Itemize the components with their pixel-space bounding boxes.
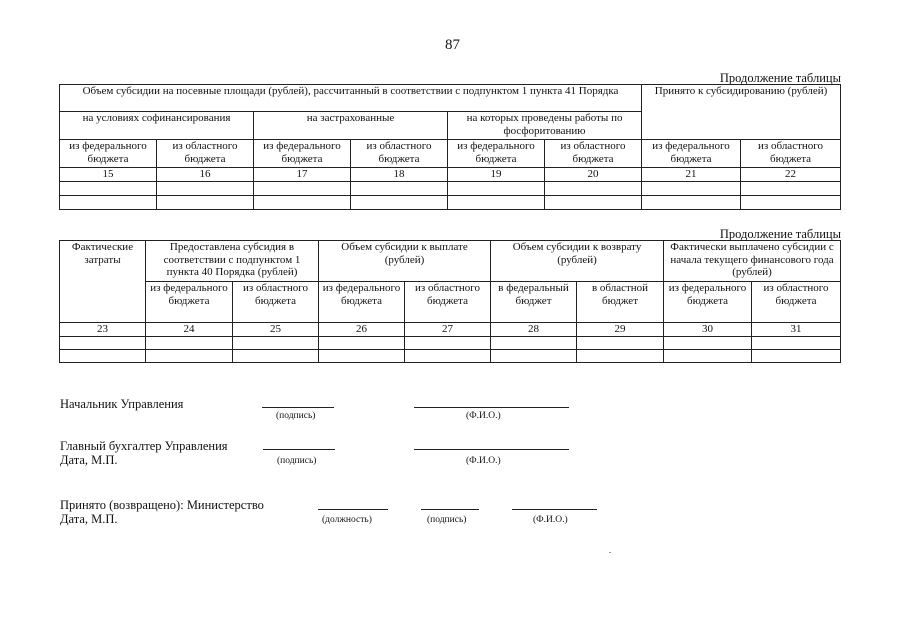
subheader-cell: из федерального бюджета [60,140,157,168]
column-number: 16 [157,168,254,182]
column-number: 21 [642,168,741,182]
header-subsidy-to-pay: Объем субсидии к выплате (рублей) [319,241,491,282]
table2-continuation-label: Продолжение таблицы [719,227,841,241]
header-accepted-for-subsidy: Принято к субсидированию (рублей) [642,85,841,140]
subheader-cell: в областной бюджет [577,282,664,323]
subheader-cell: из федерального бюджета [642,140,741,168]
subheader-cell: в федеральный бюджет [491,282,577,323]
header-phosphorite: на которых проведены работы по фосфоритованию [448,112,642,140]
ministry-position-line [318,509,388,510]
column-number: 26 [319,323,405,337]
column-number: 17 [254,168,351,182]
column-number: 18 [351,168,448,182]
subheader-cell: из федерального бюджета [664,282,752,323]
ministry-name-line [512,509,597,510]
chief-accountant-label: Главный бухгалтер Управления [60,439,228,453]
subheader-cell: из федерального бюджета [448,140,545,168]
head-name-caption: (Ф.И.О.) [466,411,501,421]
header-actually-paid: Фактически выплачено субсидии с начала текущего финансового года (рублей) [664,241,841,282]
head-signature-caption: (подпись) [276,411,316,421]
head-signature-line [262,407,334,408]
subheader-cell: из областного бюджета [405,282,491,323]
column-number: 15 [60,168,157,182]
subheader-cell: из федерального бюджета [254,140,351,168]
accountant-name-line [414,449,569,450]
column-number: 22 [741,168,841,182]
date-stamp-label: Дата, М.П. [60,453,118,467]
head-of-department-label: Начальник Управления [60,397,184,411]
column-number: 29 [577,323,664,337]
page-number: 87 [445,37,460,53]
column-number: 30 [664,323,752,337]
header-subsidy-volume: Объем субсидии на посевные площади (рублей), рассчитанный в соответствии с подпунктом 1 пункта 41 Порядка [60,85,642,112]
subheader-cell: из областного бюджета [351,140,448,168]
subheader-cell: из областного бюджета [545,140,642,168]
ministry-position-caption: (должность) [322,515,372,525]
ministry-signature-caption: (подпись) [427,515,467,525]
subheader-cell: из областного бюджета [741,140,841,168]
subheader-cell: из областного бюджета [157,140,254,168]
column-number: 25 [233,323,319,337]
header-subsidy-to-return: Объем субсидии к возврату (рублей) [491,241,664,282]
header-subsidy-provided: Предоставлена субсидия в соответствии с подпунктом 1 пункта 40 Порядка (рублей) [146,241,319,282]
table-row [60,182,841,196]
column-number: 20 [545,168,642,182]
table-row [60,196,841,210]
column-number: 19 [448,168,545,182]
table1-continuation-label: Продолжение таблицы [719,71,841,85]
subheader-cell: из областного бюджета [752,282,841,323]
table-row [60,336,841,349]
ministry-date-stamp-label: Дата, М.П. [60,512,118,526]
table-row [60,349,841,362]
header-actual-costs: Фактические затраты [60,241,146,323]
column-number: 23 [60,323,146,337]
ministry-name-caption: (Ф.И.О.) [533,515,568,525]
column-number: 24 [146,323,233,337]
accountant-name-caption: (Ф.И.О.) [466,456,501,466]
accountant-signature-line [263,449,335,450]
column-number: 27 [405,323,491,337]
subsidy-area-table [59,84,841,210]
subsidy-payment-table [59,240,841,363]
ministry-accepted-label: Принято (возвращено): Министерство [60,498,264,512]
subheader-cell: из федерального бюджета [319,282,405,323]
subheader-cell: из областного бюджета [233,282,319,323]
header-insured: на застрахованные [254,112,448,140]
column-number: 28 [491,323,577,337]
column-number: 31 [752,323,841,337]
header-cofinancing: на условиях софинансирования [60,112,254,140]
accountant-signature-caption: (подпись) [277,456,317,466]
subheader-cell: из федерального бюджета [146,282,233,323]
ministry-signature-line [421,509,479,510]
scan-artifact [609,552,611,553]
head-name-line [414,407,569,408]
